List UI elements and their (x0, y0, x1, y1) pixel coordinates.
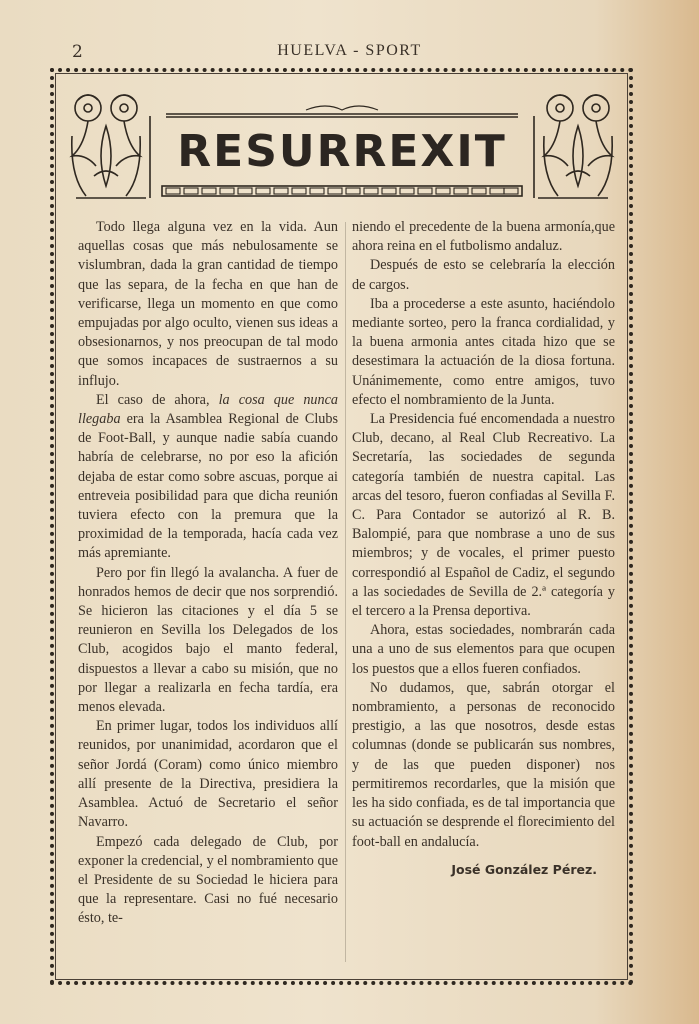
right-flower-ornament (534, 95, 612, 198)
column-divider (345, 222, 346, 962)
paragraph: El caso de ahora, la cosa que nunca llegaba era la Asamblea Regional de Clubs de Foot-Ball, y aunque nadie sabía cuando habría de celebrarse, no por eso la afición dejaba de estar como sobre ascuas, porque ai entreveia posibilidad para que dicha reunión tuviera efecto con la premura que la proximidad de la temporada, hacía cada vez más apremiante. (78, 391, 339, 562)
paragraph: Empezó cada delegado de Club, por exponer la credencial, y el nombramiento que el Presidente de su Sociedad le hiciera para que la representare. Casi no fué necesario ésto, te- (78, 833, 338, 927)
author-signature: José González Pérez. (451, 861, 597, 877)
paragraph: Pero por fin llegó la avalancha. A fuer de honrados hemos de decir que nos sorprendió. Se hicieron las citaciones y el día 5 se reunieron en Sevilla los Delegados de los Club, acogidos bajo el manto federal, dispuestos a llevar a cabo su misión, que no por llegar a realizarla en fecha tardía, era menos elevada. (78, 564, 338, 716)
page-number: 2 (72, 42, 83, 62)
paragraph: La Presidencia fué encomendada a nuestro Club, decano, al Real Club Recreativo. La Secretaría, las sociedades de segunda categoría también de nuestra capital. Las arcas del tesoro, fueron confiadas al Sevilla F. C. Para Contador se autorizó al R. B. Balompié, para que nombrase a uno de sus miembros; y de vocales, el primer puesto correspondió al Español de Cadiz, el segundo a las sociedades de Sevilla de 2.ª categoría y el tercero a la Prensa deportiva. (352, 411, 615, 620)
journal-name: HUELVA - SPORT (277, 42, 422, 59)
left-flower-ornament (72, 95, 150, 198)
paragraph: No dudamos, que, sabrán otorgar el nombramiento, a personas de reconocido prestigio, a las que nosotros, desde estas columnas (donde se publicarán sus nombres, y de las que pueden disponer) nos permitiremos recordarles, que la misión que les ha sido confiada, es de tal importancia que su actuación se desprende el florecimiento del foot-ball en andalucía. (352, 679, 615, 850)
paragraph: Iba a procederse a este asunto, haciéndolo mediante sorteo, pero la franca cordialidad, y la buena armonia antes citada hizo que se desestimara la actuación de la diosa fortuna. Unánimemente, como entre amigos, tuvo efecto el nombramiento de la Junta. (352, 295, 615, 408)
paragraph: Ahora, estas sociedades, nombrarán cada una a uno de sus elementos para que ocupen los puestos que a ellos fueren confiados. (352, 622, 615, 677)
paragraph: Después de esto se celebraría la elección de cargos. (352, 257, 615, 293)
right-column (352, 218, 615, 879)
paragraph: En primer lugar, todos los individuos allí reunidos, por unanimidad, acordaron que el señor Jordá (Coram) como único miembro allí presente de la Directiva, presidiera la Asamblea. Actuó de Secretario el señor Navarro. (78, 718, 338, 831)
italic-phrase: la cosa que nunca llegaba (78, 391, 339, 428)
left-column (78, 218, 338, 929)
running-head (0, 40, 699, 66)
article-header (66, 86, 618, 206)
article-title: RESURREXIT (177, 126, 507, 177)
paragraph: Todo llega alguna vez en la vida. Aun aquellas cosas que más nebulosamente se vislumbran, dada la gran cantidad de tiempo que las separa, de la fecha en que han de verificarse, llega un momento en que como empujadas por algo oculto, vienen sus ideas a obsesionarnos, y nos preocupan de tal modo que somos incapaces de sustraernos a su influjo. (78, 219, 338, 389)
paragraph-continued: niendo el precedente de la buena armonía,que ahora reina en el futbolismo andaluz. (352, 219, 615, 255)
